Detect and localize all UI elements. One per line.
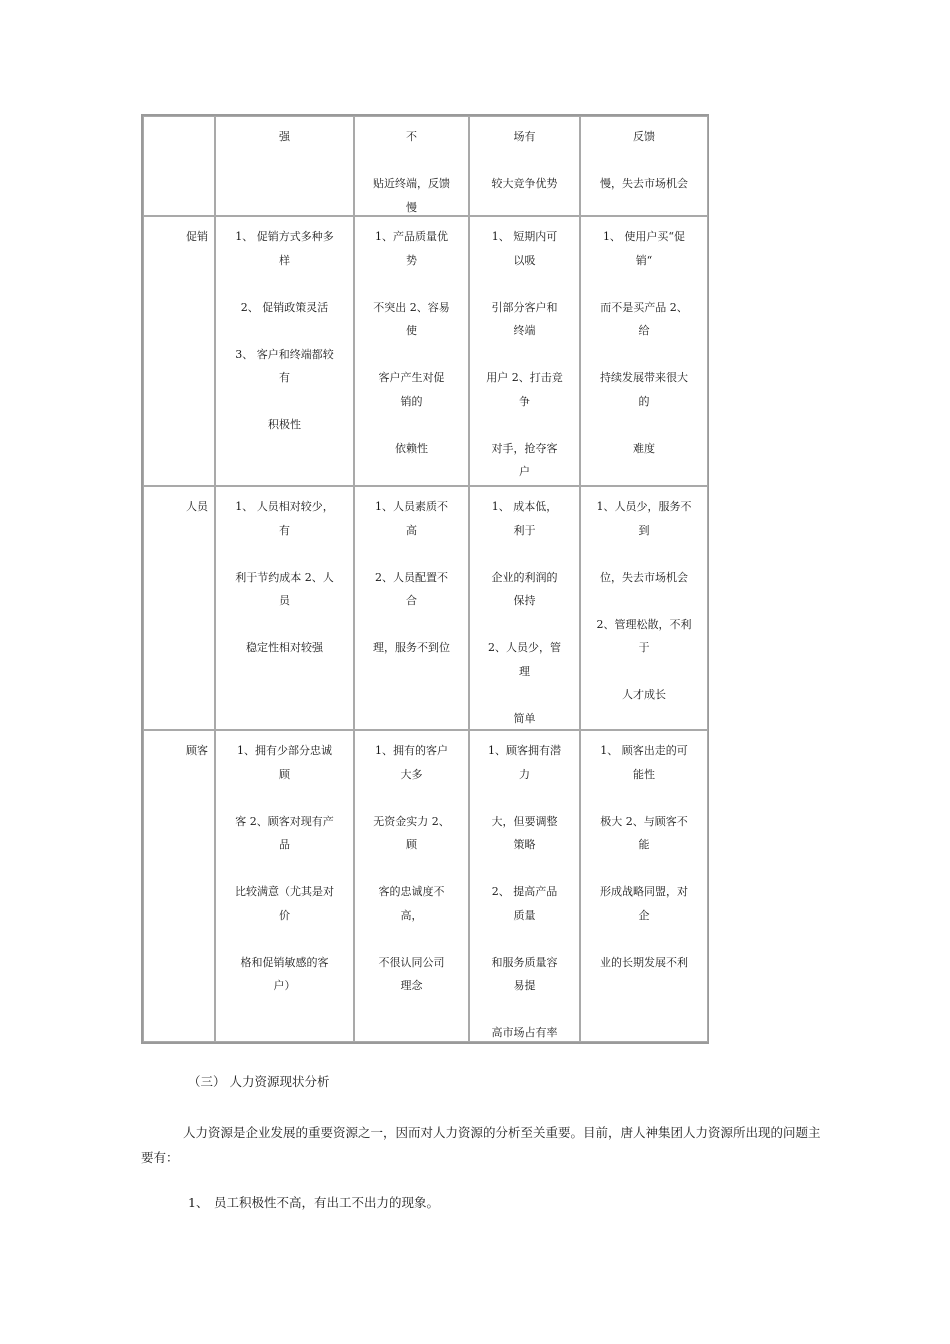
cell-text-line: 势 — [406, 253, 417, 267]
cell-text-line: 样 — [279, 253, 290, 267]
cell-text-line: 有 — [279, 371, 290, 384]
list-item — [188, 1193, 439, 1211]
cell-text-line: 利于 — [513, 523, 536, 537]
table-row-0 — [143, 116, 707, 216]
cell-text-line: 慢 — [406, 200, 417, 214]
cell-text-line: 用户 2、打击竞 — [486, 371, 563, 384]
cell-text-line: 1、 成本低， — [491, 500, 558, 513]
cell-text-line: 顾 — [406, 838, 417, 851]
list-item-number: 1、 — [188, 1195, 209, 1210]
cell-text-line: 大多 — [400, 767, 423, 781]
cell-text-line: 慢，失去市场机会 — [600, 177, 688, 190]
cell-text-line: 力 — [519, 767, 530, 781]
cell-text-line: 企业的利润的 — [491, 570, 558, 584]
cell-text-line: 2、 提高产品 — [491, 885, 558, 898]
cell-text-line: 1、 人员相对较少， — [235, 500, 334, 513]
cell-text-line: 合 — [406, 594, 417, 607]
cell-text-line: 以吸 — [513, 253, 536, 267]
table-cell — [580, 486, 708, 730]
analysis-table — [141, 114, 709, 1044]
cell-text-line: 引部分客户和 — [491, 300, 558, 314]
cell-text-line: 位，失去市场机会 — [600, 570, 688, 584]
cell-text-line: 能 — [638, 838, 650, 851]
cell-text-line: 3、 客户和终端都较 — [235, 347, 334, 361]
cell-text-line: 高， — [400, 908, 423, 922]
cell-text-line: 1、拥有少部分忠诚 — [237, 744, 332, 757]
cell-text-line: 1、 顾客出走的可 — [600, 744, 688, 757]
cell-text-line: 客户产生对促 — [378, 371, 445, 384]
cell-text-line: 理，服务不到位 — [373, 641, 450, 654]
cell-text-line: 能性 — [633, 767, 655, 781]
table-cell — [469, 730, 580, 1042]
cell-text-line: 和服务质量容 — [491, 955, 558, 969]
cell-text-line: 1、人员少，服务不 — [596, 500, 692, 513]
cell-text-line: 较大竞争优势 — [491, 177, 558, 190]
cell-text-line: 高 — [406, 523, 417, 537]
cell-text-line: 人才成长 — [622, 688, 666, 701]
cell-text-line: 不突出 2、容易 — [373, 300, 450, 314]
table-row-2 — [143, 486, 707, 730]
cell-text-line: 客 2、顾客对现有产 — [235, 814, 334, 828]
cell-text-line: 使 — [406, 324, 417, 337]
cell-text-line: 理念 — [400, 979, 423, 992]
cell-text-line: 于 — [638, 641, 650, 654]
cell-text-line: 依赖性 — [395, 441, 428, 455]
row-label — [143, 116, 215, 216]
cell-text-line: 不 — [406, 130, 417, 143]
cell-text-line: 1、 促销方式多种多 — [235, 230, 334, 243]
cell-text-line: 2、人员少，管 — [488, 641, 561, 654]
cell-text-line: 质量 — [513, 908, 536, 922]
cell-text-line: 贴近终端，反馈 — [373, 177, 450, 190]
cell-text-line: 争 — [519, 394, 530, 408]
cell-text-line: 保持 — [513, 594, 536, 607]
row-label: 顾客 — [143, 730, 215, 1042]
cell-text-line: 2、 促销政策灵活 — [240, 300, 329, 314]
cell-text-line: 强 — [279, 130, 290, 143]
cell-text-line: 1、顾客拥有潜 — [488, 744, 561, 757]
cell-text-line: 稳定性相对较强 — [246, 641, 323, 654]
cell-text-line: 策略 — [513, 838, 536, 851]
cell-text-line: 难度 — [633, 441, 655, 455]
cell-text-line: 给 — [638, 324, 650, 337]
cell-text-line: 1、 短期内可 — [491, 230, 558, 243]
cell-text-line: 大，但要调整 — [491, 814, 558, 828]
table-cell — [354, 116, 469, 216]
cell-text-line: 利于节约成本 2、人 — [235, 570, 334, 584]
cell-text-line: 形成战略同盟，对 — [600, 885, 688, 898]
cell-text-line: 积极性 — [268, 418, 301, 431]
cell-text-line: 简单 — [513, 711, 536, 725]
cell-text-line: 极大 2、与顾客不 — [600, 814, 688, 828]
section-heading: （三） 人力资源现状分析 — [188, 1074, 330, 1089]
cell-text-line: 终端 — [513, 324, 536, 337]
cell-text-line: 持续发展带来很大 — [600, 371, 688, 384]
cell-text-line: 1、 使用户买“促 — [602, 230, 686, 243]
cell-text-line: 的 — [638, 394, 650, 408]
cell-text-line: 反馈 — [633, 130, 655, 143]
table-cell — [469, 116, 580, 216]
table-row-3 — [143, 730, 707, 1044]
cell-text-line: 2、人员配置不 — [375, 570, 448, 584]
table-cell — [580, 116, 708, 216]
cell-text-line: 销“ — [635, 253, 653, 267]
list-item-text: 员工积极性不高，有出工不出力的现象。 — [214, 1195, 440, 1210]
section-paragraph: 人力资源是企业发展的重要资源之一，因而对人力资源的分析至关重要。目前，唐人神集团人力资源所出现的问题主要有： — [141, 1125, 821, 1165]
cell-text-line: 业的长期发展不利 — [600, 955, 688, 969]
cell-text-line: 不很认同公司 — [378, 955, 445, 969]
table-cell — [469, 486, 580, 730]
cell-text-line: 易提 — [513, 979, 536, 992]
cell-text-line: 理 — [519, 664, 530, 678]
cell-text-line: 有 — [279, 523, 290, 537]
cell-text-line: 1、拥有的客户 — [375, 744, 448, 757]
cell-text-line: 员 — [279, 594, 290, 607]
cell-text-line: 场有 — [513, 130, 536, 143]
cell-text-line: 到 — [638, 523, 650, 537]
cell-text-line: 对手，抢夺客 — [491, 441, 558, 455]
cell-text-line: 企 — [638, 908, 650, 922]
cell-text-line: 销的 — [400, 394, 423, 408]
table-cell — [469, 216, 580, 486]
cell-text-line: 高市场占有率 — [491, 1026, 558, 1039]
table-cell — [215, 116, 354, 216]
row-label: 促销 — [143, 216, 215, 486]
cell-text-line: 价 — [279, 908, 290, 922]
cell-text-line: 无资金实力 2、 — [373, 814, 450, 828]
cell-text-line: 2、管理松散，不利 — [596, 617, 692, 631]
cell-text-line: 而不是买产品 2、 — [600, 300, 688, 314]
table-cell — [580, 216, 708, 486]
row-label: 人员 — [143, 486, 215, 730]
table-cell — [354, 486, 469, 730]
table-cell — [580, 730, 708, 1042]
table-cell — [215, 486, 354, 730]
cell-text-line: 客的忠诚度不 — [378, 885, 445, 898]
cell-text-line: 品 — [279, 838, 290, 851]
table-cell — [354, 730, 469, 1042]
table-cell — [215, 730, 354, 1042]
cell-text-line: 顾 — [279, 767, 290, 781]
cell-text-line: 户） — [273, 979, 296, 992]
cell-text-line: 比较满意（尤其是对 — [235, 885, 334, 898]
cell-text-line: 1、人员素质不 — [375, 500, 448, 513]
table-cell — [215, 216, 354, 486]
cell-text-line: 格和促销敏感的客 — [240, 955, 329, 969]
cell-text-line: 户 — [519, 465, 530, 478]
cell-text-line: 1、产品质量优 — [375, 230, 448, 243]
table-cell — [354, 216, 469, 486]
table-row-1 — [143, 216, 707, 486]
